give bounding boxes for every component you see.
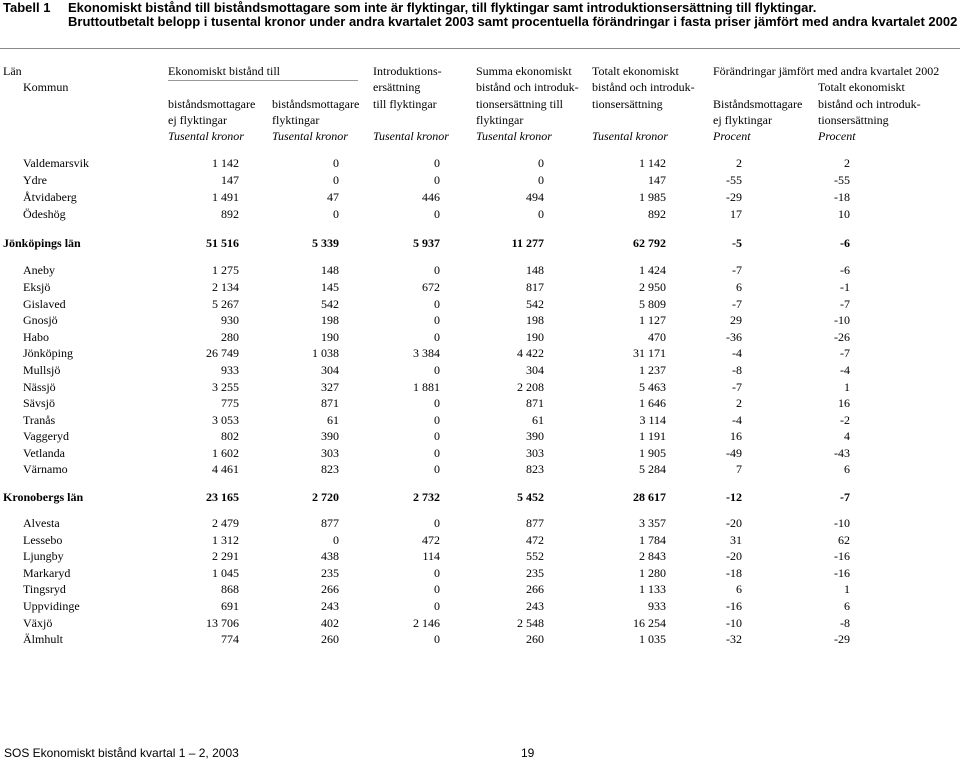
cell-col-1: 1 491 [212,190,239,204]
cell-col-2: 0 [333,207,339,221]
cell-col-7: -10 [834,516,850,530]
table-title [0,0,960,40]
cell-col-1: 1 312 [212,533,239,547]
cell-col-7: -43 [834,446,850,460]
header-c1b-line-2: flyktingar [272,113,320,127]
cell-col-3: 0 [434,413,440,427]
cell-col-6: -49 [726,446,742,460]
cell-col-5: 1 985 [639,190,666,204]
cell-col-3: 0 [434,173,440,187]
cell-col-6: -4 [732,346,742,360]
municipality-name: Tranås [23,413,56,427]
header-c3-line-2: ersättning [373,80,421,94]
cell-col-5: 1 127 [639,313,666,327]
municipality-name: Nässjö [23,380,56,394]
cell-col-4: 4 422 [517,346,544,360]
cell-col-3: 0 [434,632,440,646]
cell-col-2: 148 [321,263,339,277]
cell-col-2: 871 [321,396,339,410]
cell-col-4: 11 277 [511,236,544,250]
cell-col-5: 62 792 [633,236,666,250]
cell-col-3: 0 [434,363,440,377]
cell-col-5: 892 [648,207,666,221]
cell-col-2: 266 [321,582,339,596]
cell-col-3: 0 [434,297,440,311]
cell-col-5: 1 142 [639,156,666,170]
cell-col-1: 1 602 [212,446,239,460]
table-row [0,445,960,461]
cell-col-6: -55 [726,173,742,187]
cell-col-3: 0 [434,330,440,344]
municipality-name: Alvesta [23,516,60,530]
table-row [0,412,960,428]
cell-col-5: 933 [648,599,666,613]
header-top-rule [0,48,960,49]
municipality-name: Växjö [23,616,53,630]
cell-col-3: 0 [434,516,440,530]
unit-c1b: Tusental kronor [272,129,348,143]
cell-col-2: 2 720 [312,490,339,504]
table-row [0,279,960,295]
cell-col-6: -7 [732,297,742,311]
municipality-name: Aneby [23,263,55,277]
cell-col-5: 1 133 [639,582,666,596]
cell-col-3: 0 [434,156,440,170]
cell-col-4: 0 [538,207,544,221]
cell-col-4: 243 [526,599,544,613]
cell-col-5: 2 843 [639,549,666,563]
cell-col-1: 51 516 [206,236,239,250]
municipality-name: Eksjö [23,280,51,294]
header-group-rule [168,80,358,81]
header-c1a-line-2: ej flyktingar [168,113,227,127]
header-c4-line-1: Summa ekonomiskt [476,64,572,78]
cell-col-1: 3 255 [212,380,239,394]
header-c1b-line-1: biståndsmottagare [272,97,360,111]
municipality-name: Habo [23,330,49,344]
table-row [0,189,960,205]
cell-col-2: 327 [321,380,339,394]
cell-col-1: 2 134 [212,280,239,294]
header-c5-line-1: Totalt ekonomiskt [592,64,679,78]
cell-col-1: 3 053 [212,413,239,427]
municipality-name: Vetlanda [23,446,65,460]
header-kommun: Kommun [23,80,69,94]
cell-col-6: -12 [726,490,742,504]
cell-col-4: 148 [526,263,544,277]
header-c3-line-3: till flyktingar [373,97,437,111]
cell-col-7: -1 [840,280,850,294]
cell-col-7: -6 [840,236,850,250]
cell-col-6: 17 [730,207,742,221]
cell-col-4: 877 [526,516,544,530]
cell-col-6: -8 [732,363,742,377]
cell-col-7: -55 [834,173,850,187]
header-c6a-line-1: Biståndsmottagare [713,97,803,111]
cell-col-7: -7 [840,346,850,360]
cell-col-5: 1 035 [639,632,666,646]
cell-col-7: -2 [840,413,850,427]
municipality-name: Markaryd [23,566,71,580]
cell-col-4: 817 [526,280,544,294]
table-row [0,262,960,278]
cell-col-5: 28 617 [633,490,666,504]
cell-col-1: 4 461 [212,462,239,476]
cell-col-4: 494 [526,190,544,204]
cell-col-6: 7 [736,462,742,476]
municipality-name: Åtvidaberg [23,190,77,204]
cell-col-4: 542 [526,297,544,311]
table-label: Tabell 1 [3,0,51,15]
cell-col-5: 147 [648,173,666,187]
table-row [0,461,960,477]
table-row [0,155,960,171]
cell-col-7: -10 [834,313,850,327]
cell-col-4: 390 [526,429,544,443]
cell-col-2: 0 [333,156,339,170]
cell-col-7: 6 [844,599,850,613]
header-forandringar: Förändringar jämfört med andra kvartalet 2002 [713,64,940,78]
cell-col-3: 0 [434,263,440,277]
header-lan: Län [3,64,22,78]
cell-col-7: 2 [844,156,850,170]
cell-col-5: 3 357 [639,516,666,530]
cell-col-7: -4 [840,363,850,377]
cell-col-2: 438 [321,549,339,563]
cell-col-4: 0 [538,156,544,170]
cell-col-4: 871 [526,396,544,410]
cell-col-2: 260 [321,632,339,646]
cell-col-1: 2 291 [212,549,239,563]
cell-col-2: 243 [321,599,339,613]
cell-col-1: 775 [221,396,239,410]
cell-col-7: 4 [844,429,850,443]
table-row [0,172,960,188]
cell-col-4: 2 208 [517,380,544,394]
municipality-name: Uppvidinge [23,599,80,613]
table-row [0,615,960,631]
table-row [0,206,960,222]
municipality-name: Älmhult [23,632,64,646]
header-c5-line-2: bistånd och introduk- [592,80,695,94]
municipality-name: Jönköping [23,346,74,360]
cell-col-6: 2 [736,156,742,170]
cell-col-2: 877 [321,516,339,530]
cell-col-2: 235 [321,566,339,580]
cell-col-4: 235 [526,566,544,580]
cell-col-2: 823 [321,462,339,476]
cell-col-6: 2 [736,396,742,410]
cell-col-2: 190 [321,330,339,344]
cell-col-2: 304 [321,363,339,377]
cell-col-2: 0 [333,173,339,187]
cell-col-7: 16 [838,396,850,410]
cell-col-3: 0 [434,429,440,443]
cell-col-4: 304 [526,363,544,377]
cell-col-5: 1 237 [639,363,666,377]
table-row [0,581,960,597]
municipality-name: Lessebo [23,533,63,547]
cell-col-2: 198 [321,313,339,327]
cell-col-3: 2 732 [413,490,440,504]
cell-col-6: -32 [726,632,742,646]
cell-col-3: 1 881 [413,380,440,394]
cell-col-1: 23 165 [206,490,239,504]
cell-col-1: 13 706 [206,616,239,630]
municipality-name: Ydre [23,173,47,187]
cell-col-6: 16 [730,429,742,443]
header-c6b-line-3: tionsersättning [818,113,889,127]
cell-col-5: 470 [648,330,666,344]
cell-col-7: -26 [834,330,850,344]
municipality-name: Mullsjö [23,363,61,377]
cell-col-2: 390 [321,429,339,443]
unit-c6b: Procent [818,129,856,143]
cell-col-2: 47 [327,190,339,204]
cell-col-1: 930 [221,313,239,327]
county-name: Jönköpings län [3,236,81,250]
cell-col-6: -7 [732,380,742,394]
unit-c6a: Procent [713,129,751,143]
table-row [0,379,960,395]
cell-col-1: 892 [221,207,239,221]
page-number: 19 [521,746,535,760]
cell-col-6: -29 [726,190,742,204]
table-row [0,362,960,378]
header-c4-line-2: bistånd och introduk- [476,80,579,94]
cell-col-3: 0 [434,599,440,613]
cell-col-6: 6 [736,582,742,596]
cell-col-3: 114 [422,549,440,563]
cell-col-4: 552 [526,549,544,563]
cell-col-5: 2 950 [639,280,666,294]
cell-col-6: -20 [726,549,742,563]
cell-col-2: 402 [321,616,339,630]
header-c5-line-3: tionsersättning [592,97,663,111]
header-c4-line-3: tionsersättning till [476,97,563,111]
cell-col-5: 5 284 [639,462,666,476]
cell-col-6: 29 [730,313,742,327]
cell-col-6: -18 [726,566,742,580]
cell-col-1: 933 [221,363,239,377]
cell-col-5: 1 646 [639,396,666,410]
cell-col-4: 2 548 [517,616,544,630]
cell-col-7: 10 [838,207,850,221]
header-c3-line-1: Introduktions- [373,64,442,78]
county-row [0,235,960,251]
cell-col-6: -7 [732,263,742,277]
cell-col-5: 1 191 [639,429,666,443]
cell-col-7: -7 [840,297,850,311]
table-row [0,428,960,444]
header-c1a-line-1: biståndsmottagare [168,97,256,111]
cell-col-4: 260 [526,632,544,646]
table-row [0,345,960,361]
cell-col-4: 266 [526,582,544,596]
cell-col-2: 61 [327,413,339,427]
cell-col-3: 0 [434,396,440,410]
table-row [0,548,960,564]
cell-col-6: -36 [726,330,742,344]
header-c6b-line-2: bistånd och introduk- [818,97,921,111]
table-row [0,515,960,531]
cell-col-3: 2 146 [413,616,440,630]
cell-col-5: 3 114 [639,413,666,427]
cell-col-4: 0 [538,173,544,187]
cell-col-4: 190 [526,330,544,344]
header-c6a-line-2: ej flyktingar [713,113,772,127]
table-row [0,631,960,647]
table-row [0,565,960,581]
county-row [0,489,960,505]
cell-col-4: 5 452 [517,490,544,504]
cell-col-1: 802 [221,429,239,443]
municipality-name: Valdemarsvik [23,156,89,170]
cell-col-1: 774 [221,632,239,646]
cell-col-7: -16 [834,566,850,580]
cell-col-5: 1 424 [639,263,666,277]
header-c4-line-4: flyktingar [476,113,524,127]
cell-col-3: 5 937 [413,236,440,250]
footer-source: SOS Ekonomiskt bistånd kvartal 1 – 2, 2003 [4,746,239,760]
cell-col-2: 5 339 [312,236,339,250]
cell-col-1: 1 275 [212,263,239,277]
cell-col-6: -16 [726,599,742,613]
cell-col-5: 5 809 [639,297,666,311]
cell-col-3: 0 [434,582,440,596]
unit-c3: Tusental kronor [373,129,449,143]
cell-col-4: 198 [526,313,544,327]
cell-col-4: 61 [532,413,544,427]
county-name: Kronobergs län [3,490,84,504]
cell-col-5: 1 784 [639,533,666,547]
municipality-name: Sävsjö [23,396,56,410]
cell-col-5: 5 463 [639,380,666,394]
cell-col-7: -29 [834,632,850,646]
cell-col-7: -8 [840,616,850,630]
cell-col-1: 868 [221,582,239,596]
cell-col-3: 472 [422,533,440,547]
cell-col-6: 31 [730,533,742,547]
cell-col-1: 2 479 [212,516,239,530]
cell-col-7: 1 [844,582,850,596]
cell-col-7: 6 [844,462,850,476]
cell-col-2: 1 038 [312,346,339,360]
cell-col-6: -4 [732,413,742,427]
cell-col-4: 472 [526,533,544,547]
table-row [0,598,960,614]
municipality-name: Vaggeryd [23,429,69,443]
cell-col-3: 0 [434,207,440,221]
cell-col-1: 1 142 [212,156,239,170]
cell-col-6: -10 [726,616,742,630]
municipality-name: Gnosjö [23,313,58,327]
municipality-name: Tingsryd [23,582,66,596]
cell-col-3: 3 384 [413,346,440,360]
table-title-line-2: Bruttoutbetalt belopp i tusental kronor under andra kvartalet 2003 samt procentuella förändringar i fasta priser jämfört med andra kvartalet 2002 [68,14,958,29]
unit-c4: Tusental kronor [476,129,552,143]
cell-col-6: -20 [726,516,742,530]
cell-col-7: -18 [834,190,850,204]
municipality-name: Ödeshög [23,207,66,221]
cell-col-5: 1 280 [639,566,666,580]
cell-col-1: 1 045 [212,566,239,580]
cell-col-3: 0 [434,446,440,460]
cell-col-2: 303 [321,446,339,460]
cell-col-1: 5 267 [212,297,239,311]
cell-col-7: -16 [834,549,850,563]
municipality-name: Gislaved [23,297,66,311]
cell-col-3: 0 [434,566,440,580]
unit-c5: Tusental kronor [592,129,668,143]
cell-col-3: 672 [422,280,440,294]
cell-col-5: 16 254 [633,616,666,630]
cell-col-5: 31 171 [633,346,666,360]
cell-col-7: 1 [844,380,850,394]
cell-col-7: -7 [840,490,850,504]
cell-col-1: 691 [221,599,239,613]
table-title-line-1: Ekonomiskt bistånd till biståndsmottagare som inte är flyktingar, till flyktingar samt introduktionsersättning till flyktingar. [68,0,817,15]
cell-col-3: 0 [434,313,440,327]
cell-col-4: 823 [526,462,544,476]
cell-col-4: 303 [526,446,544,460]
cell-col-7: 62 [838,533,850,547]
cell-col-2: 0 [333,533,339,547]
municipality-name: Ljungby [23,549,64,563]
cell-col-2: 542 [321,297,339,311]
table-row [0,296,960,312]
cell-col-3: 0 [434,462,440,476]
table-row [0,312,960,328]
table-row [0,532,960,548]
table-row [0,329,960,345]
cell-col-1: 280 [221,330,239,344]
cell-col-6: -5 [732,236,742,250]
cell-col-5: 1 905 [639,446,666,460]
municipality-name: Värnamo [23,462,68,476]
cell-col-2: 145 [321,280,339,294]
page-footer [4,746,535,760]
cell-col-7: -6 [840,263,850,277]
cell-col-3: 446 [422,190,440,204]
cell-col-1: 147 [221,173,239,187]
header-c6b-line-1: Totalt ekonomiskt [818,80,905,94]
cell-col-1: 26 749 [206,346,239,360]
cell-col-6: 6 [736,280,742,294]
table-row [0,395,960,411]
header-ekonomiskt-bistand-till: Ekonomiskt bistånd till [168,64,281,78]
unit-c1a: Tusental kronor [168,129,244,143]
